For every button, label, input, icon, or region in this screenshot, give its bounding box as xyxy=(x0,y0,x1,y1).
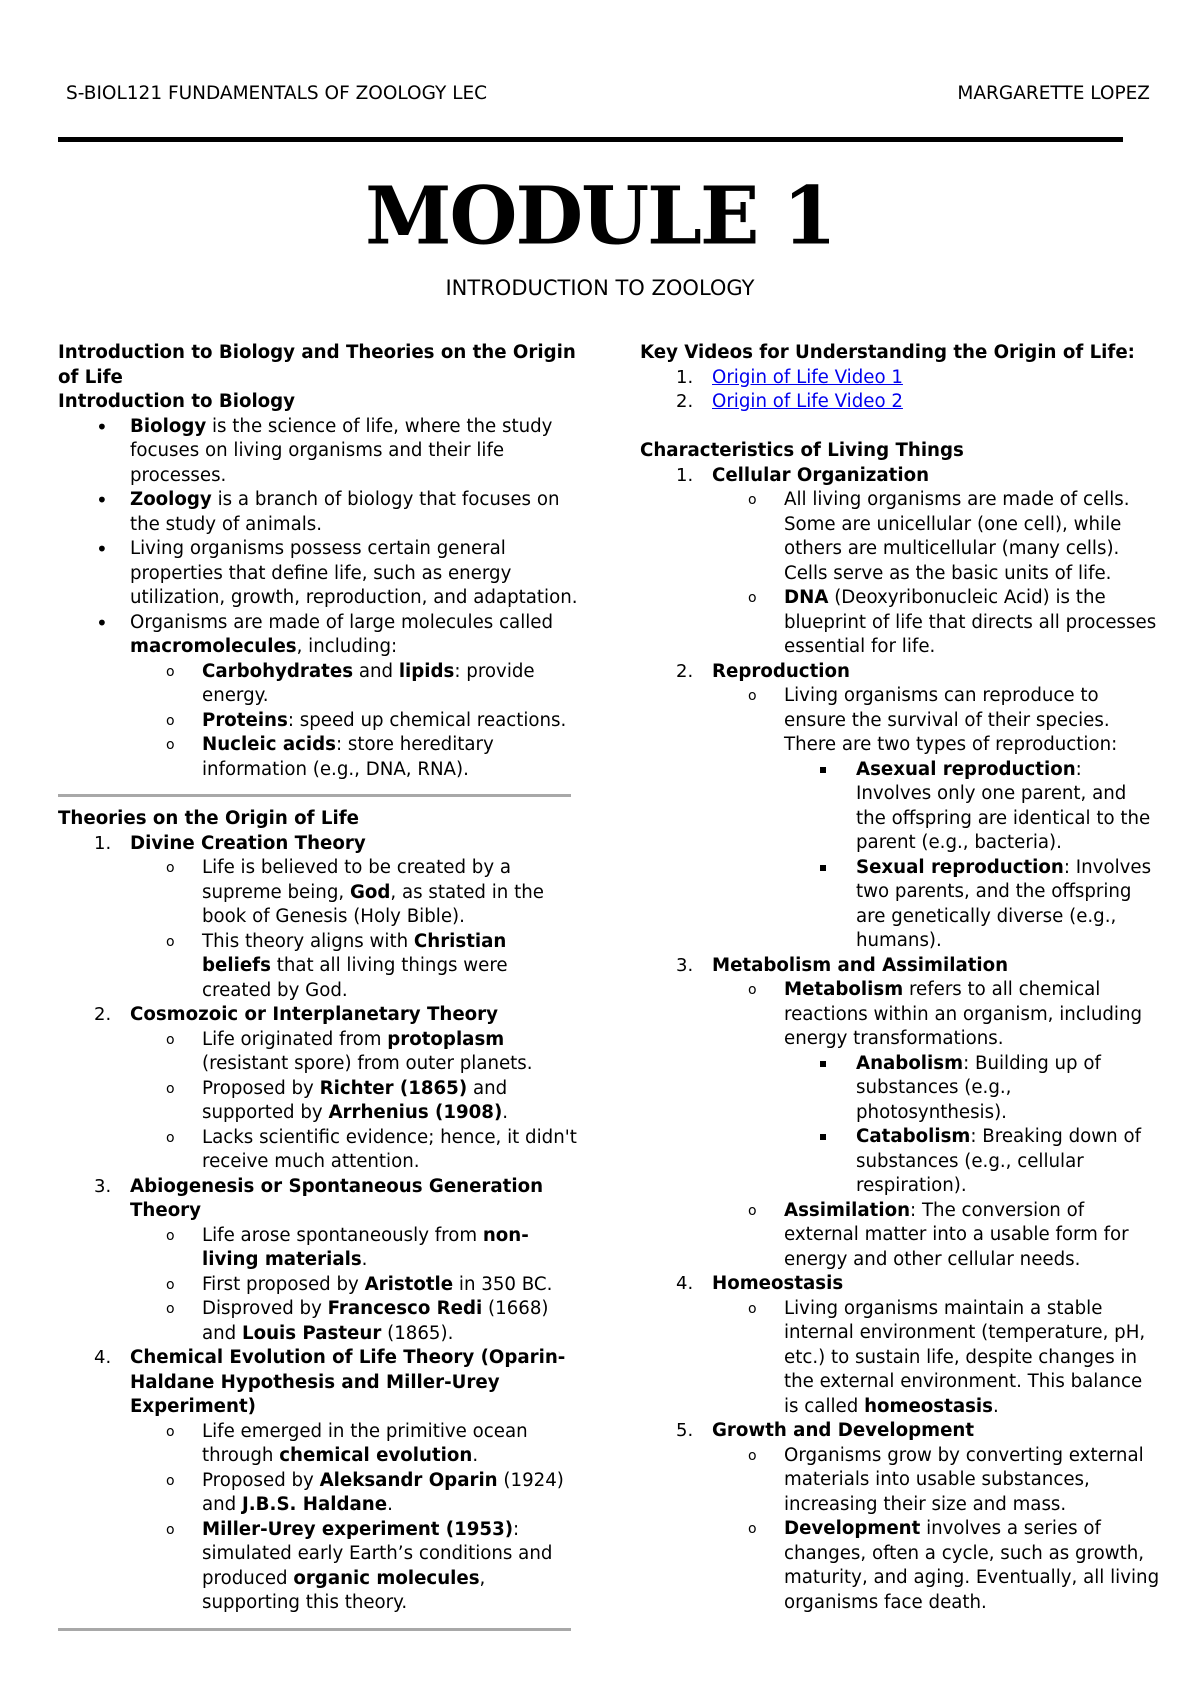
origin-video-1-link[interactable]: Origin of Life Video 1 xyxy=(712,366,903,388)
square-bullet-icon xyxy=(820,865,826,871)
list-item: o Life originated from protoplasm (resistant spore) from outer planets. xyxy=(166,1028,533,1074)
left-column xyxy=(58,341,578,1641)
origin-video-2-link[interactable]: Origin of Life Video 2 xyxy=(712,391,903,412)
circle-bullet-icon: o xyxy=(166,1472,175,1489)
list-item: o DNA (Deoxyribonucleic Acid) is the blueprint of life that directs all processes essential for life. xyxy=(748,587,1157,657)
circle-bullet-icon: o xyxy=(166,1129,175,1146)
circle-bullet-icon: o xyxy=(748,1202,757,1219)
circle-bullet-icon: o xyxy=(166,860,175,876)
bullet-icon: • xyxy=(96,414,108,439)
list-item: o This theory aligns with Christian beliefs that all living things were created by God. xyxy=(166,930,508,1001)
circle-bullet-icon: o xyxy=(166,1080,175,1097)
list-item: 2. Origin of Life Video 2 xyxy=(676,391,903,412)
list-item: o Miller-Urey experiment (1953): simulated early Earth’s conditions and produced organic molecules, supporting this theory. xyxy=(166,1518,553,1613)
circle-bullet-icon: o xyxy=(166,1301,175,1317)
list-item: o All living organisms are made of cells. Some are unicellular (one cell), while others are multicellular (many cells). Cells serve as the basic units of life. xyxy=(748,489,1130,584)
list-item: 2. Reproduction o Living organisms can reproduce to ensure the survival of their species. There are two types of reproduction: Asexual reproduction: Involves only one parent, and the offspring are identical to the parent (e.g., bacteria). Sexual reproduction: Involves two parents, and the offspring are genetically diverse (e.g., humans). xyxy=(640,660,1160,954)
list-item: Sexual reproduction: Involves two parents, and the offspring are genetically diverse (e.g., humans). xyxy=(856,856,1160,954)
bullet-icon: • xyxy=(96,610,108,635)
circle-bullet-icon: o xyxy=(166,933,175,950)
list-item: 4. Homeostasis o Living organisms maintain a stable internal environment (temperature, pH, etc.) to sustain life, despite changes in the external environment. This balance is called homeostasis. xyxy=(640,1272,1160,1419)
theories-list xyxy=(58,832,578,1616)
bullet-icon: • xyxy=(96,537,108,561)
circle-bullet-icon: o xyxy=(166,663,175,680)
videos-heading: Key Videos for Understanding the Origin of Life: xyxy=(640,342,1135,363)
circle-bullet-icon: o xyxy=(748,688,757,704)
list-item: o Carbohydrates and lipids: provide energy. xyxy=(166,660,535,706)
module-title: MODULE 1 xyxy=(365,170,835,263)
list-item: 2. Cosmozoic or Interplanetary Theory o Life originated from protoplasm (resistant spore) from outer planets. o Proposed by Richter (1865) and supported by Arrhenius (1908). o Lacks scientific evidence; hence, it didn't receive much attention. xyxy=(58,1003,578,1175)
course-header: S-BIOL121 FUNDAMENTALS OF ZOOLOGY LEC xyxy=(66,83,488,104)
list-item: Catabolism: Breaking down of substances (e.g., cellular respiration). xyxy=(856,1125,1160,1199)
section-title: Introduction to Biology and Theories on the Origin of Life xyxy=(58,342,576,388)
module-subtitle: INTRODUCTION TO ZOOLOGY xyxy=(445,276,755,300)
circle-bullet-icon: o xyxy=(166,1521,175,1538)
list-item: o Life emerged in the primitive ocean through chemical evolution. xyxy=(166,1420,528,1466)
circle-bullet-icon: o xyxy=(748,492,757,508)
list-item: o Assimilation: The conversion of external matter into a usable form for energy and other cellular needs. xyxy=(748,1199,1129,1270)
list-item: o Living organisms can reproduce to ensure the survival of their species. There are two types of reproduction: Asexual reproduction: Involves only one parent, and the offspring are identical to the parent (e.g., bacteria). Sexual reproduction: Involves two parents, and the offspring are genetically diverse (e.g., humans). xyxy=(712,684,1160,954)
circle-bullet-icon: o xyxy=(166,1423,175,1440)
list-item: • Organisms are made of large molecules called macromolecules, including: o Carbohydrates and lipids: provide energy. o Proteins: speed up chemical reactions. o Nucleic acids: store hereditary information (e.g., DNA, RNA). xyxy=(58,611,578,783)
list-item: • Zoology is a branch of biology that focuses on the study of animals. xyxy=(96,488,560,535)
list-item: o Life arose spontaneously from non-living materials. xyxy=(166,1224,529,1270)
list-item: Anabolism: Building up of substances (e.g., photosynthesis). xyxy=(856,1052,1160,1126)
circle-bullet-icon: o xyxy=(166,712,175,729)
list-item: o First proposed by Aristotle in 350 BC. xyxy=(130,1273,578,1298)
square-bullet-icon xyxy=(820,1134,826,1140)
list-item: o Life is believed to be created by a supreme being, God, as stated in the book of Genesis (Holy Bible). xyxy=(166,857,544,927)
right-column xyxy=(640,341,1160,1615)
list-item: • Biology is the science of life, where the study focuses on living organisms and their life processes. xyxy=(96,414,553,486)
list-item: 1. Origin of Life Video 1 xyxy=(676,366,903,388)
section-divider xyxy=(58,794,571,797)
circle-bullet-icon: o xyxy=(166,1227,175,1244)
list-item: o Development involves a series of changes, often a cycle, such as growth, maturity, and aging. Eventually, all living organisms face death. xyxy=(748,1518,1160,1613)
header-divider xyxy=(58,137,1123,142)
intro-list xyxy=(58,415,578,783)
intro-heading: Introduction to Biology xyxy=(58,391,296,412)
list-item: • Living organisms possess certain general properties that define life, such as energy utilization, growth, reproduction, and adaptation. xyxy=(96,537,578,608)
circle-bullet-icon: o xyxy=(748,982,757,998)
characteristics-list xyxy=(640,464,1160,1616)
list-item: 1. Cellular Organization o All living organisms are made of cells. Some are unicellular (one cell), while others are multicellular (many cells). Cells serve as the basic units of life. o DNA (Deoxyribonucleic Acid) is the blueprint of life that directs all processes essential for life. xyxy=(640,464,1160,660)
list-item: o Proteins: speed up chemical reactions. xyxy=(130,709,578,734)
circle-bullet-icon: o xyxy=(166,1031,175,1048)
characteristics-heading: Characteristics of Living Things xyxy=(640,440,964,461)
list-item: o Proposed by Aleksandr Oparin (1924) and J.B.S. Haldane. xyxy=(166,1469,564,1515)
square-bullet-icon xyxy=(820,767,826,773)
list-item: o Living organisms maintain a stable internal environment (temperature, pH, etc.) to sustain life, despite changes in the external environment. This balance is called homeostasis. xyxy=(748,1297,1146,1417)
circle-bullet-icon: o xyxy=(748,1447,757,1464)
list-item: o Disproved by Francesco Redi (1668) and Louis Pasteur (1865). xyxy=(166,1298,549,1344)
list-item: 3. Abiogenesis or Spontaneous Generation Theory o Life arose spontaneously from non-living materials. o First proposed by Aristotle in 350 BC. o Disproved by Francesco Redi (1668) and Louis Pasteur (1865). xyxy=(58,1175,578,1347)
theories-heading: Theories on the Origin of Life xyxy=(58,808,359,829)
list-item: Asexual reproduction: Involves only one parent, and the offspring are identical to the parent (e.g., bacteria). xyxy=(856,758,1160,856)
list-item: o Lacks scientific evidence; hence, it didn't receive much attention. xyxy=(166,1126,577,1172)
list-item: o Proposed by Richter (1865) and supported by Arrhenius (1908). xyxy=(166,1077,509,1123)
section-divider xyxy=(58,1628,571,1631)
videos-list xyxy=(640,366,1160,415)
list-item: o Organisms grow by converting external materials into usable substances, increasing their size and mass. xyxy=(748,1444,1144,1515)
square-bullet-icon xyxy=(820,1061,826,1067)
author-name: MARGARETTE LOPEZ xyxy=(957,83,1150,104)
circle-bullet-icon: o xyxy=(748,590,757,606)
circle-bullet-icon: o xyxy=(748,1521,757,1537)
list-item: o Metabolism refers to all chemical reactions within an organism, including energy transformations. Anabolism: Building up of substances (e.g., photosynthesis). Catabolism: Breaking down of substances (e.g., cellular respiration). xyxy=(712,978,1160,1199)
list-item: o Nucleic acids: store hereditary information (e.g., DNA, RNA). xyxy=(166,734,494,780)
circle-bullet-icon: o xyxy=(748,1300,757,1317)
list-item: 4. Chemical Evolution of Life Theory (Oparin-Haldane Hypothesis and Miller-Urey Experiment) o Life emerged in the primitive ocean through chemical evolution. o Proposed by Aleksandr Oparin (1924) and J.B.S. Haldane. o Miller-Urey experiment (1953): simulated early Earth’s conditions and produced organic molecules, supporting this theory. xyxy=(58,1346,578,1616)
list-item: 5. Growth and Development o Organisms grow by converting external materials into usable substances, increasing their size and mass. o Development involves a series of changes, often a cycle, such as growth, maturity, and aging. Eventually, all living organisms face death. xyxy=(640,1419,1160,1615)
circle-bullet-icon: o xyxy=(166,1276,175,1293)
bullet-icon: • xyxy=(96,488,108,512)
circle-bullet-icon: o xyxy=(166,737,175,753)
list-item: 1. Divine Creation Theory o Life is believed to be created by a supreme being, God, as stated in the book of Genesis (Holy Bible). o This theory aligns with Christian beliefs that all living things were created by God. xyxy=(58,832,578,1004)
list-item: 3. Metabolism and Assimilation o Metabolism refers to all chemical reactions within an organism, including energy transformations. Anabolism: Building up of substances (e.g., photosynthesis). Catabolism: Breaking down of substances (e.g., cellular respiration). o Assimilation: The conversion of external matter into a usable form for energy and other cellular needs. xyxy=(640,954,1160,1273)
